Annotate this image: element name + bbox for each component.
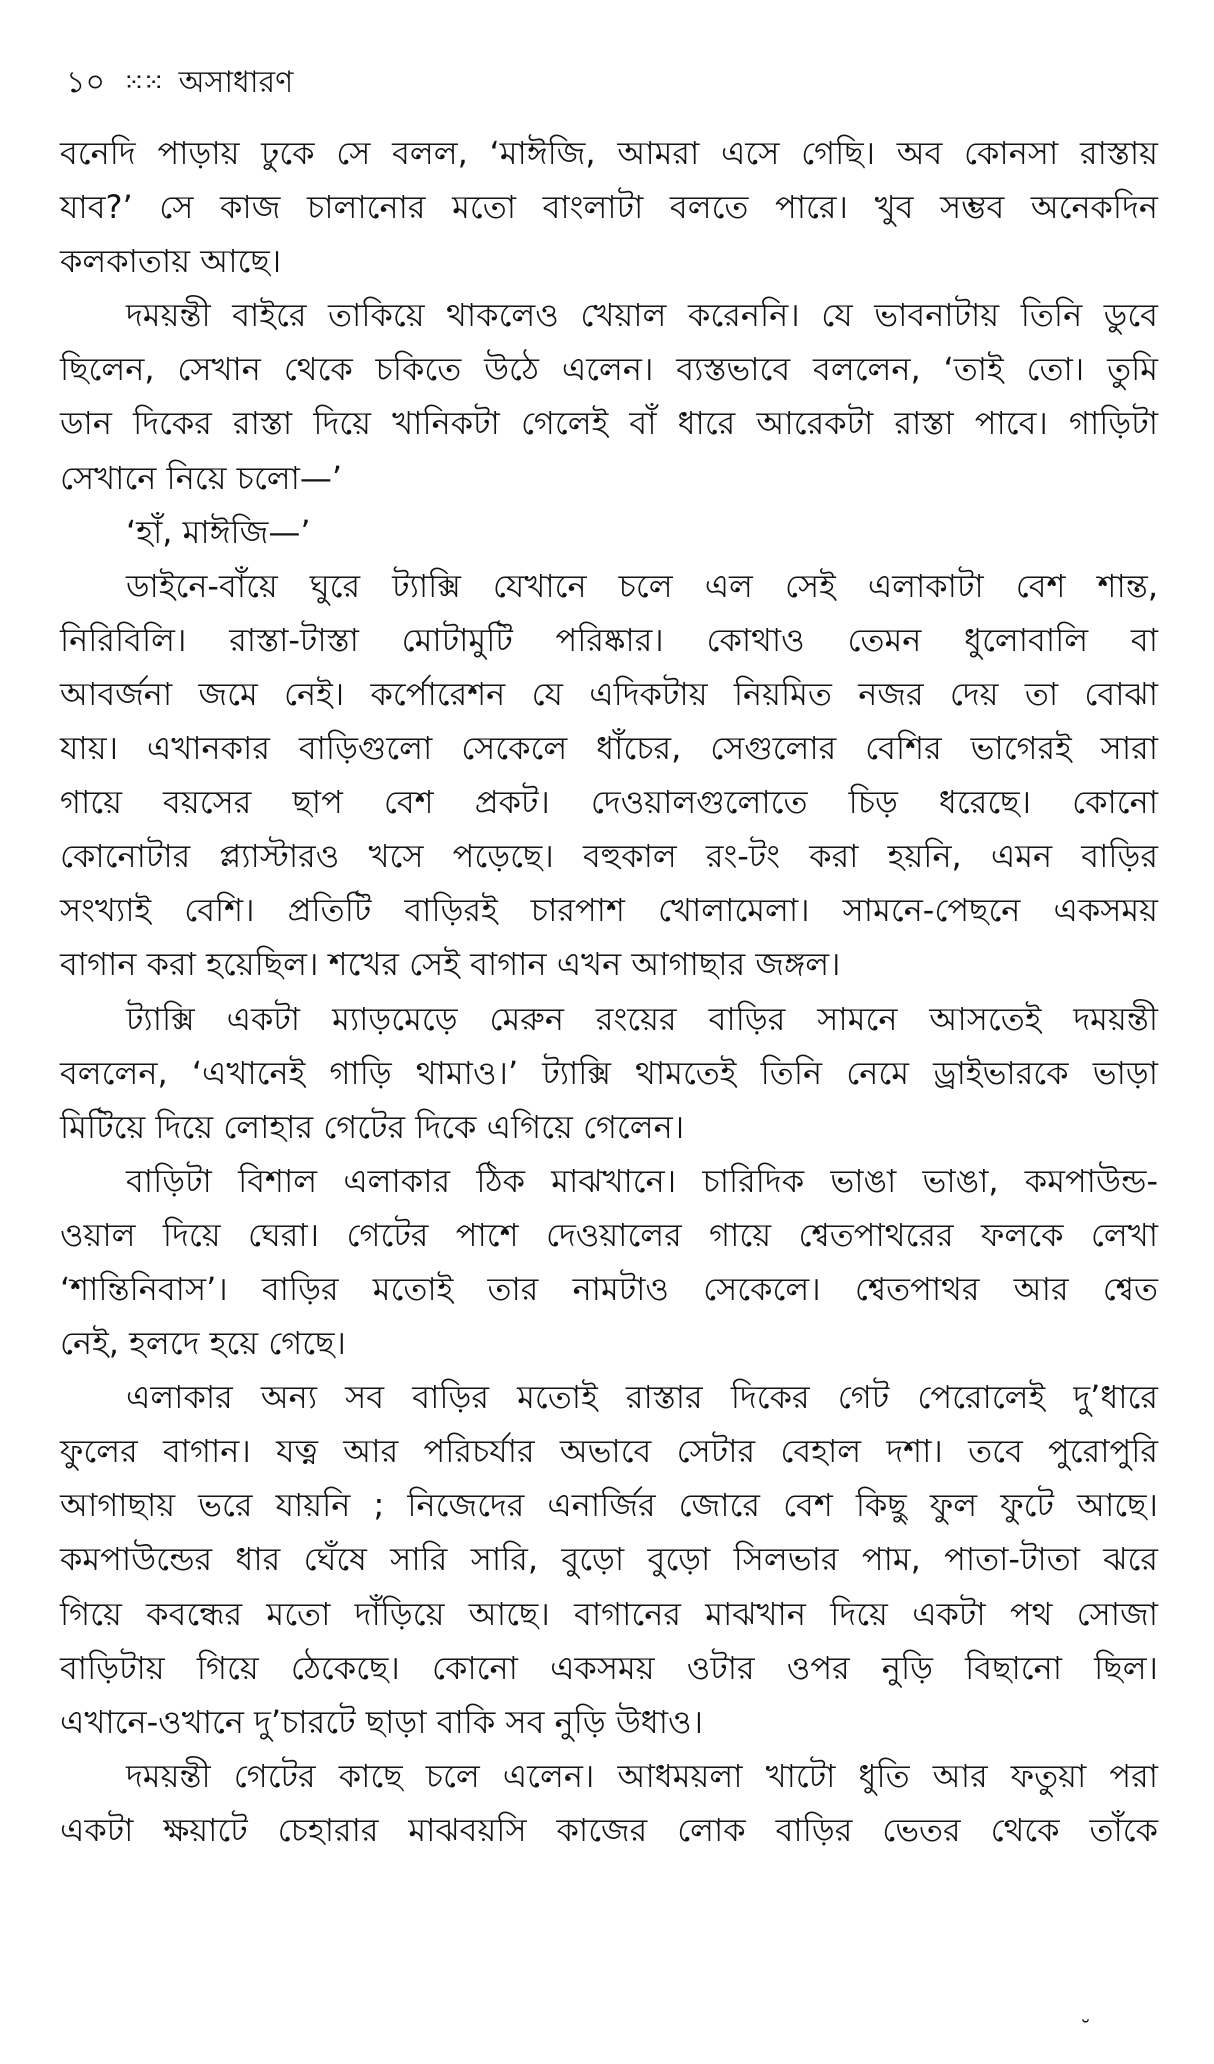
text-line: ওয়াল দিয়ে ঘেরা। গেটের পাশে দেওয়ালের গায়ে শ্বেতপাথরের ফলকে লেখা — [60, 1215, 1158, 1254]
running-title: অসাধারণ — [178, 64, 294, 100]
text-line: বাড়িটায় গিয়ে ঠেকেছে। কোনো একসময় ওটার ওপর নুড়ি বিছানো ছিল। — [60, 1648, 1158, 1687]
text-line: একটা ক্ষয়াটে চেহারার মাঝবয়সি কাজের লোক বাড়ির ভেতর থেকে তাঁকে — [60, 1810, 1158, 1849]
text-line: যাব?’ সে কাজ চালানোর মতো বাংলাটা বলতে পারে। খুব সম্ভব অনেকদিন — [60, 188, 1158, 227]
text-line: ট্যাক্সি একটা ম্যাড়মেড়ে মেরুন রংয়ের বাড়ির সামনে আসতেই দময়ন্তী — [126, 999, 1158, 1038]
page-mark: ˘ — [1080, 2018, 1091, 2043]
text-line: গিয়ে কবন্ধের মতো দাঁড়িয়ে আছে। বাগানের মাঝখান দিয়ে একটা পথ সোজা — [60, 1594, 1158, 1633]
text-line: বললেন, ‘এখানেই গাড়ি থামাও।’ ট্যাক্সি থামতেই তিনি নেমে ড্রাইভারকে ভাড়া — [60, 1053, 1158, 1092]
text-line: কোনোটার প্ল্যাস্টারও খসে পড়েছে। বহুকাল রং-টং করা হয়নি, এমন বাড়ির — [60, 837, 1158, 876]
running-header — [66, 58, 293, 108]
text-line: বাড়িটা বিশাল এলাকার ঠিক মাঝখানে। চারিদিক ভাঙা ভাঙা, কমপাউন্ড- — [126, 1161, 1158, 1200]
text-line: কলকাতায় আছে। — [60, 242, 282, 281]
text-line: ছিলেন, সেখান থেকে চকিতে উঠে এলেন। ব্যস্তভাবে বললেন, ‘তাই তো। তুমি — [60, 350, 1158, 389]
text-line: গায়ে বয়সের ছাপ বেশ প্রকট। দেওয়ালগুলোতে চিড় ধরেছে। কোনো — [60, 783, 1158, 822]
text-line: মিটিয়ে দিয়ে লোহার গেটের দিকে এগিয়ে গেলেন। — [60, 1107, 685, 1146]
text-line: নেই, হলদে হয়ে গেছে। — [60, 1324, 346, 1363]
text-line: নিরিবিলি। রাস্তা-টাস্তা মোটামুটি পরিষ্কার। কোথাও তেমন ধুলোবালি বা — [60, 620, 1158, 659]
text-line: ডান দিকের রাস্তা দিয়ে খানিকটা গেলেই বাঁ ধারে আরেকটা রাস্তা পাবে। গাড়িটা — [60, 404, 1158, 443]
text-line: এখানে-ওখানে দু’চারটে ছাড়া বাকি সব নুড়ি উধাও। — [60, 1702, 704, 1741]
text-line: বাগান করা হয়েছিল। শখের সেই বাগান এখন আগাছার জঙ্গল। — [60, 945, 841, 984]
text-line: দময়ন্তী গেটের কাছে চলে এলেন। আধময়লা খাটো ধুতি আর ফতুয়া পরা — [126, 1756, 1158, 1795]
text-line: কমপাউন্ডের ধার ঘেঁষে সারি সারি, বুড়ো বুড়ো সিলভার পাম, পাতা-টাতা ঝরে — [60, 1540, 1158, 1579]
ornament-icon: ⁙⁙ — [122, 68, 163, 98]
text-line: ফুলের বাগান। যত্ন আর পরিচর্যার অভাবে সেটার বেহাল দশা। তবে পুরোপুরি — [60, 1432, 1158, 1471]
text-line: ‘হাঁ, মাঈজি—’ — [126, 512, 311, 551]
text-line: যায়। এখানকার বাড়িগুলো সেকেলে ধাঁচের, সেগুলোর বেশির ভাগেরই সারা — [60, 729, 1158, 768]
text-line: সংখ্যাই বেশি। প্রতিটি বাড়িরই চারপাশ খোলামেলা। সামনে-পেছনে একসময় — [60, 891, 1158, 930]
body-text — [60, 126, 1158, 1857]
page-number: ১০ — [66, 64, 105, 100]
text-line: সেখানে নিয়ে চলো—’ — [60, 458, 343, 497]
text-line: আবর্জনা জমে নেই। কর্পোরেশন যে এদিকটায় নিয়মিত নজর দেয় তা বোঝা — [60, 674, 1158, 713]
text-line: এলাকার অন্য সব বাড়ির মতোই রাস্তার দিকের গেট পেরোলেই দু’ধারে — [126, 1378, 1158, 1417]
text-line: দময়ন্তী বাইরে তাকিয়ে থাকলেও খেয়াল করেননি। যে ভাবনাটায় তিনি ডুবে — [126, 296, 1158, 335]
text-line: ডাইনে-বাঁয়ে ঘুরে ট্যাক্সি যেখানে চলে এল সেই এলাকাটা বেশ শান্ত, — [126, 566, 1158, 605]
text-line: ‘শান্তিনিবাস’। বাড়ির মতোই তার নামটাও সেকেলে। শ্বেতপাথর আর শ্বেত — [60, 1269, 1158, 1308]
text-line: বনেদি পাড়ায় ঢুকে সে বলল, ‘মাঈজি, আমরা এসে গেছি। অব কোনসা রাস্তায় — [60, 134, 1158, 172]
text-line: আগাছায় ভরে যায়নি ; নিজেদের এনার্জির জোরে বেশ কিছু ফুল ফুটে আছে। — [60, 1486, 1158, 1525]
